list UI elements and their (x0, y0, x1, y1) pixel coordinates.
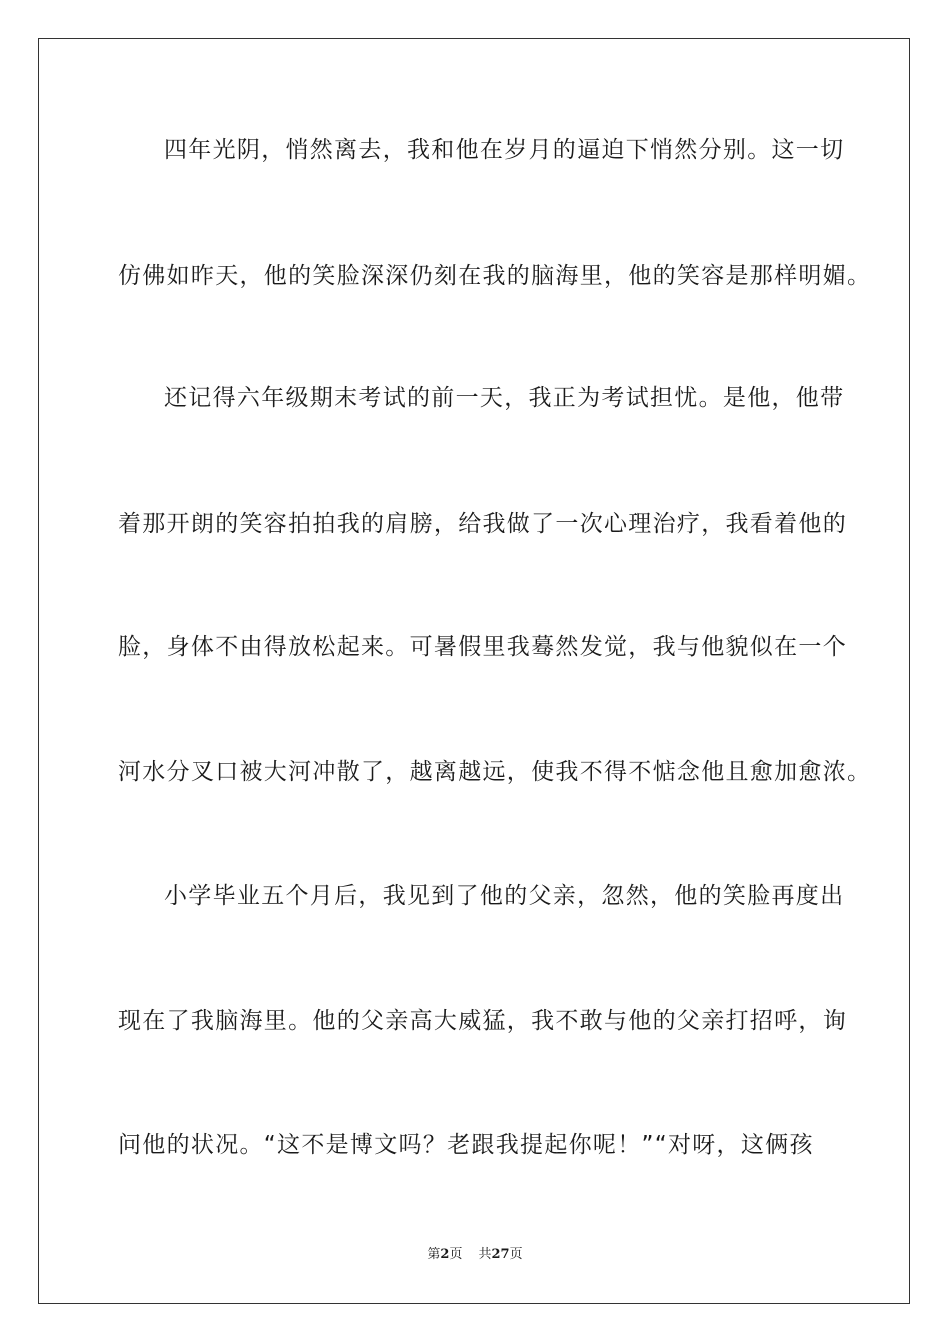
text-line: 仿佛如昨天，他的笑脸深深仍刻在我的脑海里，他的笑容是那样明媚。 (118, 263, 872, 289)
total-pages: 27 (491, 1247, 510, 1262)
page-footer (0, 1246, 950, 1264)
text-line: 还记得六年级期末考试的前一天，我正为考试担忧。是他，他带 (164, 385, 845, 411)
text-line: 脸，身体不由得放松起来。可暑假里我蓦然发觉，我与他貌似在一个 (118, 634, 847, 660)
page-border (38, 38, 910, 1304)
total-prefix: 共 (478, 1247, 492, 1262)
page-suffix: 页 (449, 1247, 463, 1262)
text-line: 四年光阴，悄然离去，我和他在岁月的逼迫下悄然分别。这一切 (164, 137, 845, 163)
text-line: 现在了我脑海里。他的父亲高大威猛，我不敢与他的父亲打招呼，询 (118, 1008, 847, 1034)
page-prefix: 第 (427, 1247, 441, 1262)
text-line: 河水分叉口被大河冲散了，越离越远，使我不得不惦念他且愈加愈浓。 (118, 759, 872, 785)
text-line: 问他的状况。“这不是博文吗？老跟我提起你呢！”“对呀，这俩孩 (118, 1132, 814, 1158)
page-number: 2 (440, 1247, 450, 1262)
total-suffix: 页 (509, 1247, 523, 1262)
text-line: 着那开朗的笑容拍拍我的肩膀，给我做了一次心理治疗，我看着他的 (118, 511, 847, 537)
text-line: 小学毕业五个月后，我见到了他的父亲，忽然，他的笑脸再度出 (164, 883, 845, 909)
